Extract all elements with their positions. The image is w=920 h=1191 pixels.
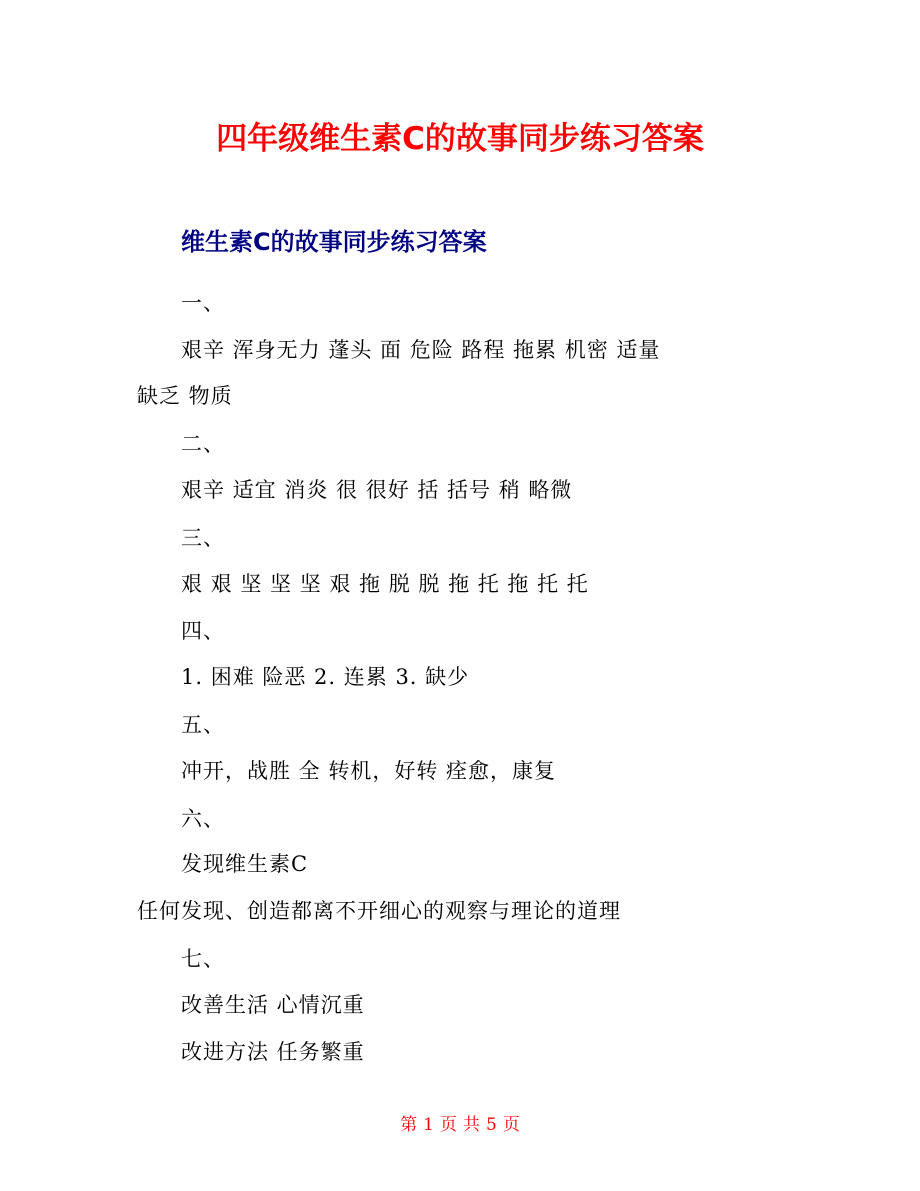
footer-suffix: 页 (502, 1115, 520, 1135)
section-subtitle: 维生素C的故事同步练习答案 (181, 228, 487, 256)
answer-line: 发现维生素C (181, 852, 309, 876)
answer-line: 冲开，战胜 全 转机，好转 痊愈，康复 (181, 759, 557, 783)
answer-line: 改进方法 任务繁重 (181, 1040, 365, 1064)
footer-total-pages: 5 (486, 1115, 497, 1135)
footer-page-label: 页 (440, 1115, 457, 1135)
heading-part-3: 三、 (181, 526, 225, 550)
heading-part-1: 一、 (181, 291, 225, 315)
heading-part-2: 二、 (181, 432, 225, 456)
answer-line-continued: 任何发现、创造都离不开细心的观察与理论的道理 (137, 899, 621, 923)
answer-line: 艰辛 适宜 消炎 很 很好 括 括号 稍 略微 (181, 478, 573, 502)
footer-total-label: 共 (463, 1115, 480, 1135)
heading-part-7: 七、 (181, 947, 225, 971)
answer-line: 改善生活 心情沉重 (181, 993, 365, 1017)
heading-part-6: 六、 (181, 807, 225, 831)
answer-line-continued: 缺乏 物质 (137, 384, 233, 408)
answer-line: 1. 困难 险恶 2. 连累 3. 缺少 (181, 665, 470, 689)
page-title: 四年级维生素C的故事同步练习答案 (216, 121, 704, 157)
heading-part-4: 四、 (181, 619, 225, 643)
answer-line: 艰辛 浑身无力 蓬头 面 危险 路程 拖累 机密 适量 (181, 338, 661, 362)
heading-part-5: 五、 (181, 713, 225, 737)
page-footer (0, 1112, 920, 1138)
footer-prefix: 第 (400, 1115, 418, 1135)
answer-line: 艰 艰 坚 坚 坚 艰 拖 脱 脱 拖 托 拖 托 托 (181, 572, 589, 596)
footer-page-number: 1 (423, 1115, 434, 1135)
